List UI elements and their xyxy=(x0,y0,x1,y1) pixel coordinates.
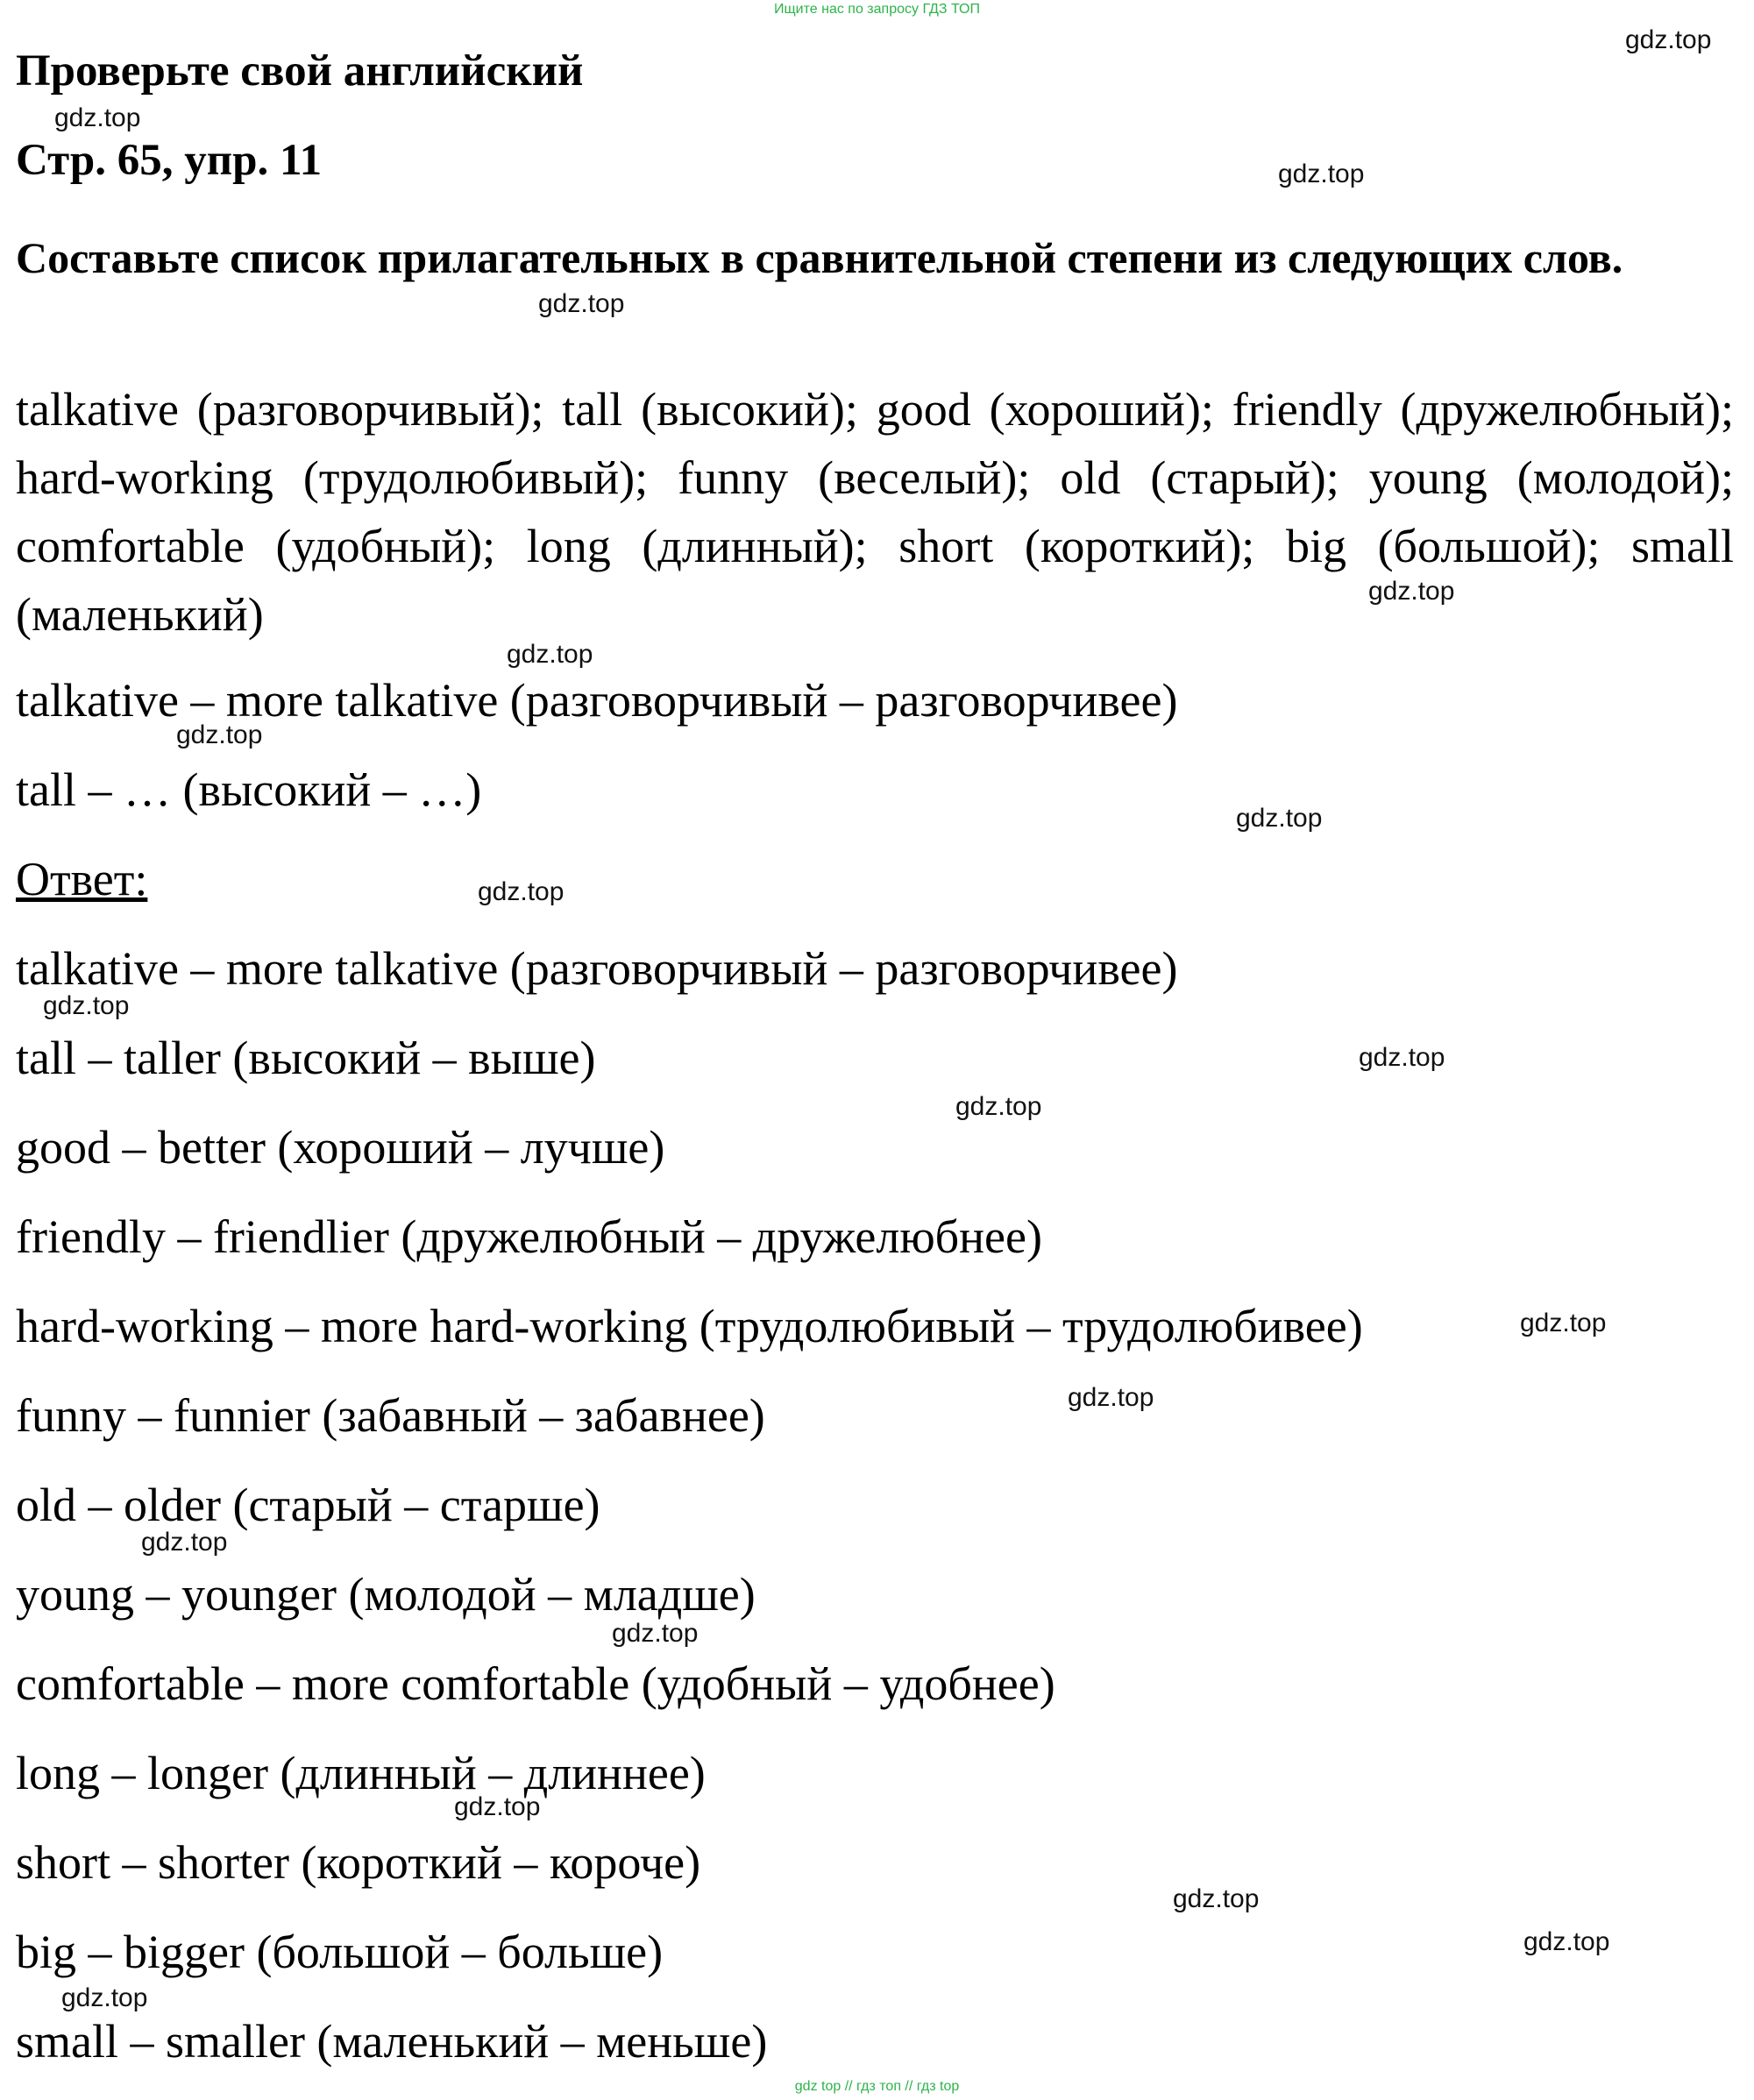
watermark: gdz.top xyxy=(1520,1309,1607,1337)
watermark: gdz.top xyxy=(538,289,625,318)
watermark: gdz.top xyxy=(1236,804,1323,833)
example-line: tall – … (высокий – …) xyxy=(16,763,482,816)
answer-line: old – older (старый – старше) xyxy=(16,1479,600,1531)
answer-line: small – smaller (маленький – меньше) xyxy=(16,2015,768,2068)
watermark: gdz.top xyxy=(1625,25,1712,54)
section-heading: Проверьте свой английский xyxy=(16,46,584,96)
example-line: talkative – more talkative (разговорчивый – разговорчивее) xyxy=(16,674,1178,727)
watermark: gdz.top xyxy=(1368,577,1455,606)
task-text: Составьте список прилагательных в сравнительной степени из следующих слов. xyxy=(16,233,1623,282)
answer-line: hard-working – more hard-working (трудолюбивый – трудолюбивее) xyxy=(16,1300,1363,1352)
watermark: gdz.top xyxy=(507,640,593,669)
watermark: gdz.top xyxy=(43,991,130,1020)
page-reference: Стр. 65, упр. 11 xyxy=(16,136,323,185)
watermark: gdz.top xyxy=(478,877,565,906)
answer-line: young – younger (молодой – младше) xyxy=(16,1568,756,1621)
word-list: talkative (разговорчивый); tall (высокий); good (хороший); friendly (дружелюбный); hard-working (трудолюбивый); funny (веселый); old (старый); young (молодой); comfortable (удобный); long (длинный); short (короткий); big (большой); small (маленький) xyxy=(16,383,1734,641)
answer-line: friendly – friendlier (дружелюбный – дружелюбнее) xyxy=(16,1210,1042,1263)
watermark: gdz.top xyxy=(176,720,263,749)
answer-line: comfortable – more comfortable (удобный – удобнее) xyxy=(16,1657,1055,1710)
footer-text: gdz top // гдз топ // гдз top xyxy=(794,2079,960,2094)
answer-line: good – better (хороший – лучше) xyxy=(16,1121,665,1174)
watermark: gdz.top xyxy=(1068,1383,1154,1412)
watermark: gdz.top xyxy=(54,103,141,132)
watermark: gdz.top xyxy=(454,1792,541,1821)
answer-line: funny – funnier (забавный – забавнее) xyxy=(16,1389,765,1442)
watermark: gdz.top xyxy=(1359,1043,1445,1072)
watermark: gdz.top xyxy=(955,1092,1042,1121)
answer-line: short – shorter (короткий – короче) xyxy=(16,1836,701,1889)
watermark: gdz.top xyxy=(1278,160,1365,188)
answer-line: tall – taller (высокий – выше) xyxy=(16,1032,596,1084)
watermark: gdz.top xyxy=(141,1528,228,1557)
answer-line: talkative – more talkative (разговорчивый – разговорчивее) xyxy=(16,942,1178,995)
watermark: gdz.top xyxy=(1523,1927,1610,1956)
watermark: gdz.top xyxy=(612,1619,699,1648)
answer-line: big – bigger (большой – больше) xyxy=(16,1926,664,1978)
watermark: gdz.top xyxy=(1173,1884,1260,1913)
answer-label: Ответ: xyxy=(16,853,148,905)
top-banner: Ищите нас по запросу ГДЗ ТОП xyxy=(774,2,980,17)
watermark: gdz.top xyxy=(61,1983,148,2012)
answer-line: long – longer (длинный – длиннее) xyxy=(16,1747,706,1799)
